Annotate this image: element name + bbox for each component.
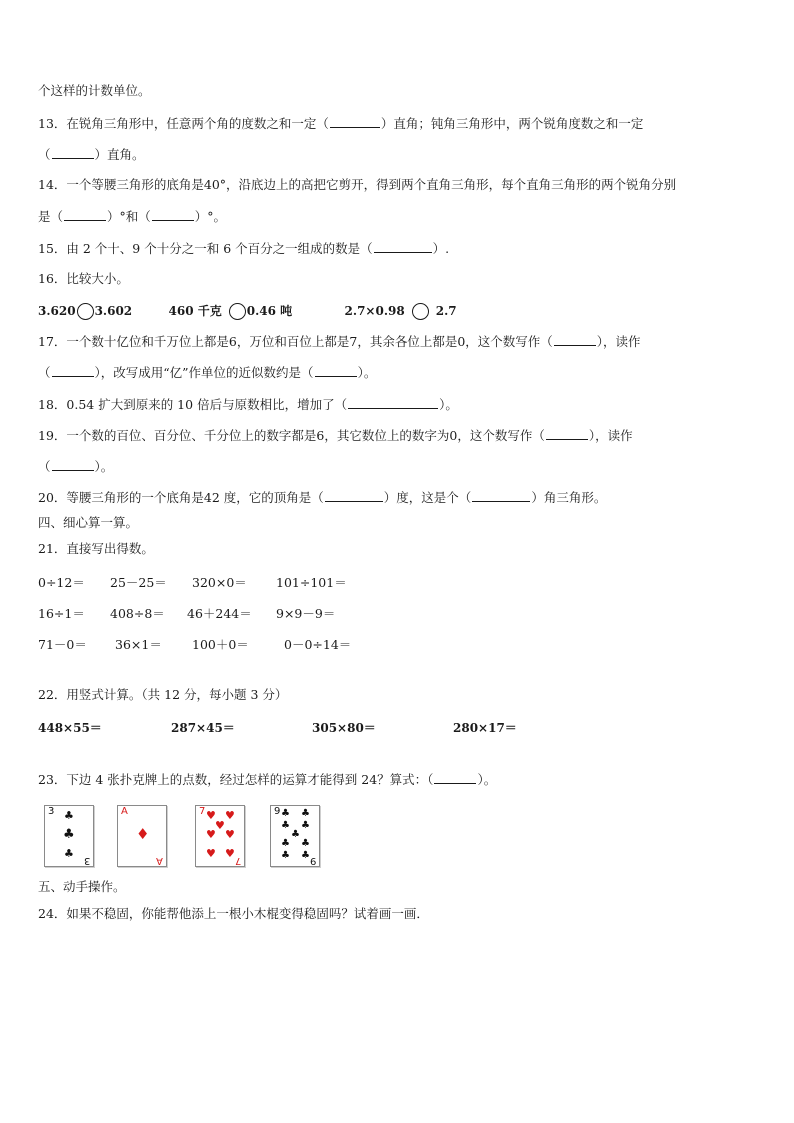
- q17-text-e: ）。: [357, 365, 377, 380]
- q20-text-a: 20．等腰三角形的一个底角是42 度，它的顶角是（: [38, 490, 324, 505]
- question-13-line-2: [38, 146, 145, 163]
- card-rank: 9: [309, 855, 316, 866]
- heart-icon: ♥: [206, 847, 216, 860]
- calc-item: 25－25＝: [110, 575, 167, 590]
- playing-card-ace-diamonds: [117, 805, 167, 867]
- calc-item: 0÷12＝: [38, 575, 85, 590]
- q19-text-a: 19．一个数的百位、百分位、千分位上的数字都是6，其它数位上的数字为0，这个数写作（: [38, 428, 545, 443]
- club-icon: ♣: [281, 850, 290, 861]
- calc-item: 46＋244＝: [187, 606, 252, 621]
- q20-text-c: ）角三角形。: [531, 490, 607, 505]
- club-icon: ♣: [301, 850, 310, 861]
- playing-card-7-hearts: [195, 805, 245, 867]
- question-13-line-1: [38, 115, 643, 132]
- compare-circle[interactable]: [412, 303, 429, 320]
- compare-circle[interactable]: [77, 303, 94, 320]
- answer-blank[interactable]: [546, 427, 588, 440]
- answer-blank[interactable]: [554, 333, 596, 346]
- q18-text-a: 18．0.54 扩大到原来的 10 倍后与原数相比，增加了（: [38, 397, 348, 412]
- compare-3-right: 2.7: [435, 304, 457, 318]
- question-21: 21．直接写出得数。: [38, 541, 154, 556]
- question-17-line-2: [38, 364, 376, 381]
- compare-2-left: 460 千克: [168, 304, 222, 318]
- q13-text-a: 13．在锐角三角形中，任意两个角的度数之和一定（: [38, 116, 329, 131]
- vertical-calc-item: 287×45＝: [171, 721, 235, 735]
- question-17-line-1: [38, 333, 641, 350]
- heart-icon: ♥: [215, 819, 225, 832]
- club-icon: ♣: [281, 808, 290, 819]
- heart-icon: ♥: [206, 828, 216, 841]
- q13-text-b: ）直角；钝角三角形中，两个锐角度数之和一定: [380, 116, 644, 131]
- heart-icon: ♥: [206, 809, 216, 822]
- playing-card-3-clubs: [44, 805, 94, 867]
- question-14-line-1: 14．一个等腰三角形的底角是40°，沿底边上的高把它剪开，得到两个直角三角形，每个直角三角形的两个锐角分别: [38, 177, 677, 192]
- question-18: [38, 396, 458, 413]
- calc-item: 9×9－9＝: [276, 606, 336, 621]
- q15-text-a: 15．由 2 个十、9 个十分之一和 6 个百分之一组成的数是（: [38, 241, 373, 256]
- club-icon: ♣: [63, 827, 75, 842]
- playing-card-9-clubs: [270, 805, 320, 867]
- answer-blank[interactable]: [472, 489, 530, 502]
- answer-blank[interactable]: [315, 364, 357, 377]
- question-16-compare-row: [38, 303, 457, 320]
- q19-text-d: ）。: [94, 459, 114, 474]
- answer-blank[interactable]: [374, 240, 432, 253]
- question-14-line-2: [38, 208, 226, 225]
- card-rank: 9: [274, 806, 281, 817]
- question-19-line-2: [38, 458, 113, 475]
- card-rank: 7: [199, 806, 206, 817]
- calc-item: 71－0＝: [38, 637, 87, 652]
- answer-blank[interactable]: [330, 115, 380, 128]
- calc-item: 320×0＝: [192, 575, 247, 590]
- vertical-calc-item: 448×55＝: [38, 721, 102, 735]
- q19-text-c: （: [38, 459, 51, 474]
- calc-item: 100＋0＝: [192, 637, 249, 652]
- q13-text-d: ）直角。: [94, 147, 145, 162]
- q17-text-d: ），改写成用“亿”作单位的近似数约是（: [94, 365, 314, 380]
- q18-text-b: ）。: [439, 397, 458, 412]
- q17-text-b: ），读作: [596, 334, 641, 349]
- heart-icon: ♥: [225, 809, 235, 822]
- q17-text-a: 17．一个数十亿位和千万位上都是6，万位和百位上都是7，其余各位上都是0，这个数写作（: [38, 334, 553, 349]
- heart-icon: ♥: [225, 828, 235, 841]
- club-icon: ♣: [281, 820, 290, 831]
- answer-blank[interactable]: [325, 489, 383, 502]
- compare-1-left: 3.620: [38, 304, 76, 318]
- vertical-calc-item: 280×17＝: [453, 721, 517, 735]
- club-icon: ♣: [291, 829, 300, 840]
- calc-item: 101÷101＝: [276, 575, 347, 590]
- q14-text-a: 是（: [38, 209, 64, 224]
- club-icon: ♣: [301, 820, 310, 831]
- continuation-text: 个这样的计数单位。: [38, 83, 151, 98]
- answer-blank[interactable]: [64, 208, 106, 221]
- q14-text-c: ）°。: [194, 209, 227, 224]
- calc-item: 16÷1＝: [38, 606, 85, 621]
- card-rank: A: [156, 855, 163, 866]
- card-rank: A: [121, 806, 128, 817]
- question-24: 24．如果不稳固，你能帮他添上一根小木棍变得稳固吗？试着画一画．: [38, 906, 429, 921]
- q13-text-c: （: [38, 147, 51, 162]
- club-icon: ♣: [281, 838, 290, 849]
- club-icon: ♣: [301, 838, 310, 849]
- heart-icon: ♥: [225, 847, 235, 860]
- calc-item: 36×1＝: [115, 637, 162, 652]
- q20-text-b: ）度，这是个（: [383, 490, 472, 505]
- question-23: [38, 771, 496, 788]
- vertical-calc-item: 305×80＝: [312, 721, 376, 735]
- question-15: [38, 240, 449, 257]
- club-icon: ♣: [64, 809, 74, 822]
- answer-blank[interactable]: [348, 396, 438, 409]
- answer-blank[interactable]: [152, 208, 194, 221]
- compare-3-left: 2.7×0.98: [344, 304, 405, 318]
- section-4-heading: 四、细心算一算。: [38, 515, 139, 530]
- club-icon: ♣: [301, 808, 310, 819]
- section-5-heading: 五、动手操作。: [38, 879, 126, 894]
- q14-text-b: ）°和（: [107, 209, 151, 224]
- question-16: 16．比较大小。: [38, 271, 129, 286]
- compare-2-right: 0.46 吨: [246, 304, 293, 318]
- q17-text-c: （: [38, 365, 51, 380]
- calc-item: 408÷8＝: [110, 606, 165, 621]
- question-22: 22．用竖式计算。（共 12 分，每小题 3 分）: [38, 687, 288, 702]
- q19-text-b: ），读作: [588, 428, 633, 443]
- question-20: [38, 489, 606, 506]
- question-19-line-1: [38, 427, 633, 444]
- answer-blank[interactable]: [52, 458, 94, 471]
- card-rank: 3: [48, 806, 55, 817]
- compare-circle[interactable]: [229, 303, 246, 320]
- calc-item: 0－0÷14＝: [284, 637, 352, 652]
- answer-blank[interactable]: [52, 146, 94, 159]
- club-icon: ♣: [64, 847, 74, 860]
- card-rank: 3: [83, 855, 90, 866]
- q15-text-b: ）.: [432, 241, 450, 256]
- compare-1-right: 3.602: [94, 304, 133, 318]
- answer-blank[interactable]: [52, 364, 94, 377]
- q23-text-a: 23．下边 4 张扑克牌上的点数，经过怎样的运算才能得到 24？算式：（: [38, 772, 434, 787]
- q23-text-b: ）。: [477, 772, 497, 787]
- card-rank: 7: [234, 855, 241, 866]
- answer-blank[interactable]: [434, 771, 476, 784]
- diamond-icon: ♦: [136, 825, 150, 843]
